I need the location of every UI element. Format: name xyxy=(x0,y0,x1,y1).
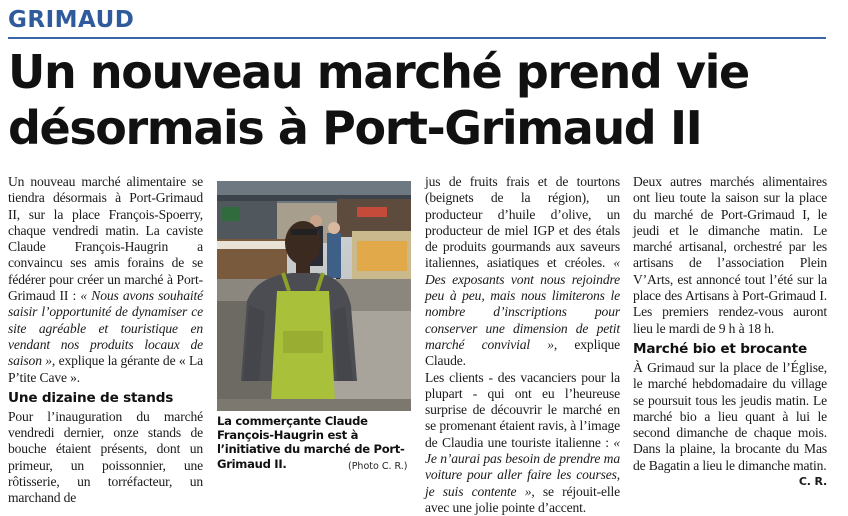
subheading-stands: Une dizaine de stands xyxy=(8,389,174,406)
photo-merchant xyxy=(217,181,411,411)
text-run: , explique Claude. xyxy=(425,336,620,369)
author-signature: C. R. xyxy=(798,475,827,489)
paragraph-stands: Pour l’inauguration du marché vendredi dernier, onze stands de bouche étaient présents, dont un primeur, un poissonnier, une rôtisserie, un torréfacteur, un marchand de xyxy=(8,408,203,506)
article-column-3 xyxy=(425,174,620,516)
section-divider xyxy=(8,37,826,39)
paragraph-other-markets: Deux autres marchés alimentaires ont lieu toute la saison sur la place du marché de Port-Grimaud I, le jeudi et le dimanche matin. Le marché artisanal, orchestré par les artisans de l’association Plein V’Arts, est annoncé tout l’été sur la place des Artisans à Port-Grimaud I. Les premiers rendez-vous auront lieu le mardi de 9 h à 18 h. xyxy=(633,174,827,336)
paragraph-stands-continued xyxy=(425,174,620,370)
headline xyxy=(8,44,838,156)
text-run: , se réjouit-elle avec une jolie pointe d’accent. xyxy=(425,483,620,515)
headline-line-2: désormais à Port-Grimaud II xyxy=(8,101,702,155)
text-run: Les clients - des vacanciers pour la plupart - qui ont eu l’heureuse surprise de découvrir le marché en se promenant étaient ravis, à l’image de Claudia une touriste italienne : xyxy=(425,369,620,450)
paragraph-clients xyxy=(425,370,620,516)
paragraph-intro xyxy=(8,174,203,386)
paragraph-bio: À Grimaud sur la place de l’Église, le marché hebdomadaire du village se poursuit tous les jeudis matin. Le marché bio a lieu quant à lui le second dimanche de chaque mois. Dans la plaine, la brocante du Mas de Bagatin a lieu le dimanche matin. xyxy=(633,359,827,473)
photo-illustration xyxy=(217,181,411,411)
quote: « Je n’aurai pas besoin de prendre ma voiture pour aller faire les courses, je suis contente » xyxy=(425,434,620,499)
article-column-4 xyxy=(633,174,827,490)
text-run: , explique la gérante de « La P’tite Cave ». xyxy=(8,353,203,385)
section-label: GRIMAUD xyxy=(8,7,135,33)
subheading-bio: Marché bio et brocante xyxy=(633,340,808,357)
quote: « Des exposants vont nous rejoindre peu à peu, mais nous limiterons le nombre d’inscriptions pour conserver une dimension de petit marché convivial » xyxy=(425,255,620,352)
text-run: Un nouveau marché alimentaire se tiendra désormais à Port-Grimaud II, sur la place François-Spoerry, chaque vendredi matin. La caviste Claude François-Haugrin a convaincu ses amis forains de se fédérer pour créer un marché à Port-Grimaud II : xyxy=(8,174,203,304)
quote: « Nous avons souhaité saisir l’opportunité de dynamiser ce site agréable et touristique en vendant nos produits locaux de saison » xyxy=(8,288,203,369)
photo-credit: (Photo C. R.) xyxy=(348,461,408,472)
photo-caption: La commerçante Claude François-Haugrin est à l’initiative du marché de Port-Grimaud II. xyxy=(217,414,405,471)
text-run: jus de fruits frais et de tourtons (beignets de la région), un producteur d’huile d’olive, un producteur de miel IGP et des étals de produits gourmands aux saveurs italiennes, asiatiques et créoles. xyxy=(425,174,620,271)
headline-line-1: Un nouveau marché prend vie xyxy=(8,45,749,99)
article-column-1 xyxy=(8,174,203,507)
